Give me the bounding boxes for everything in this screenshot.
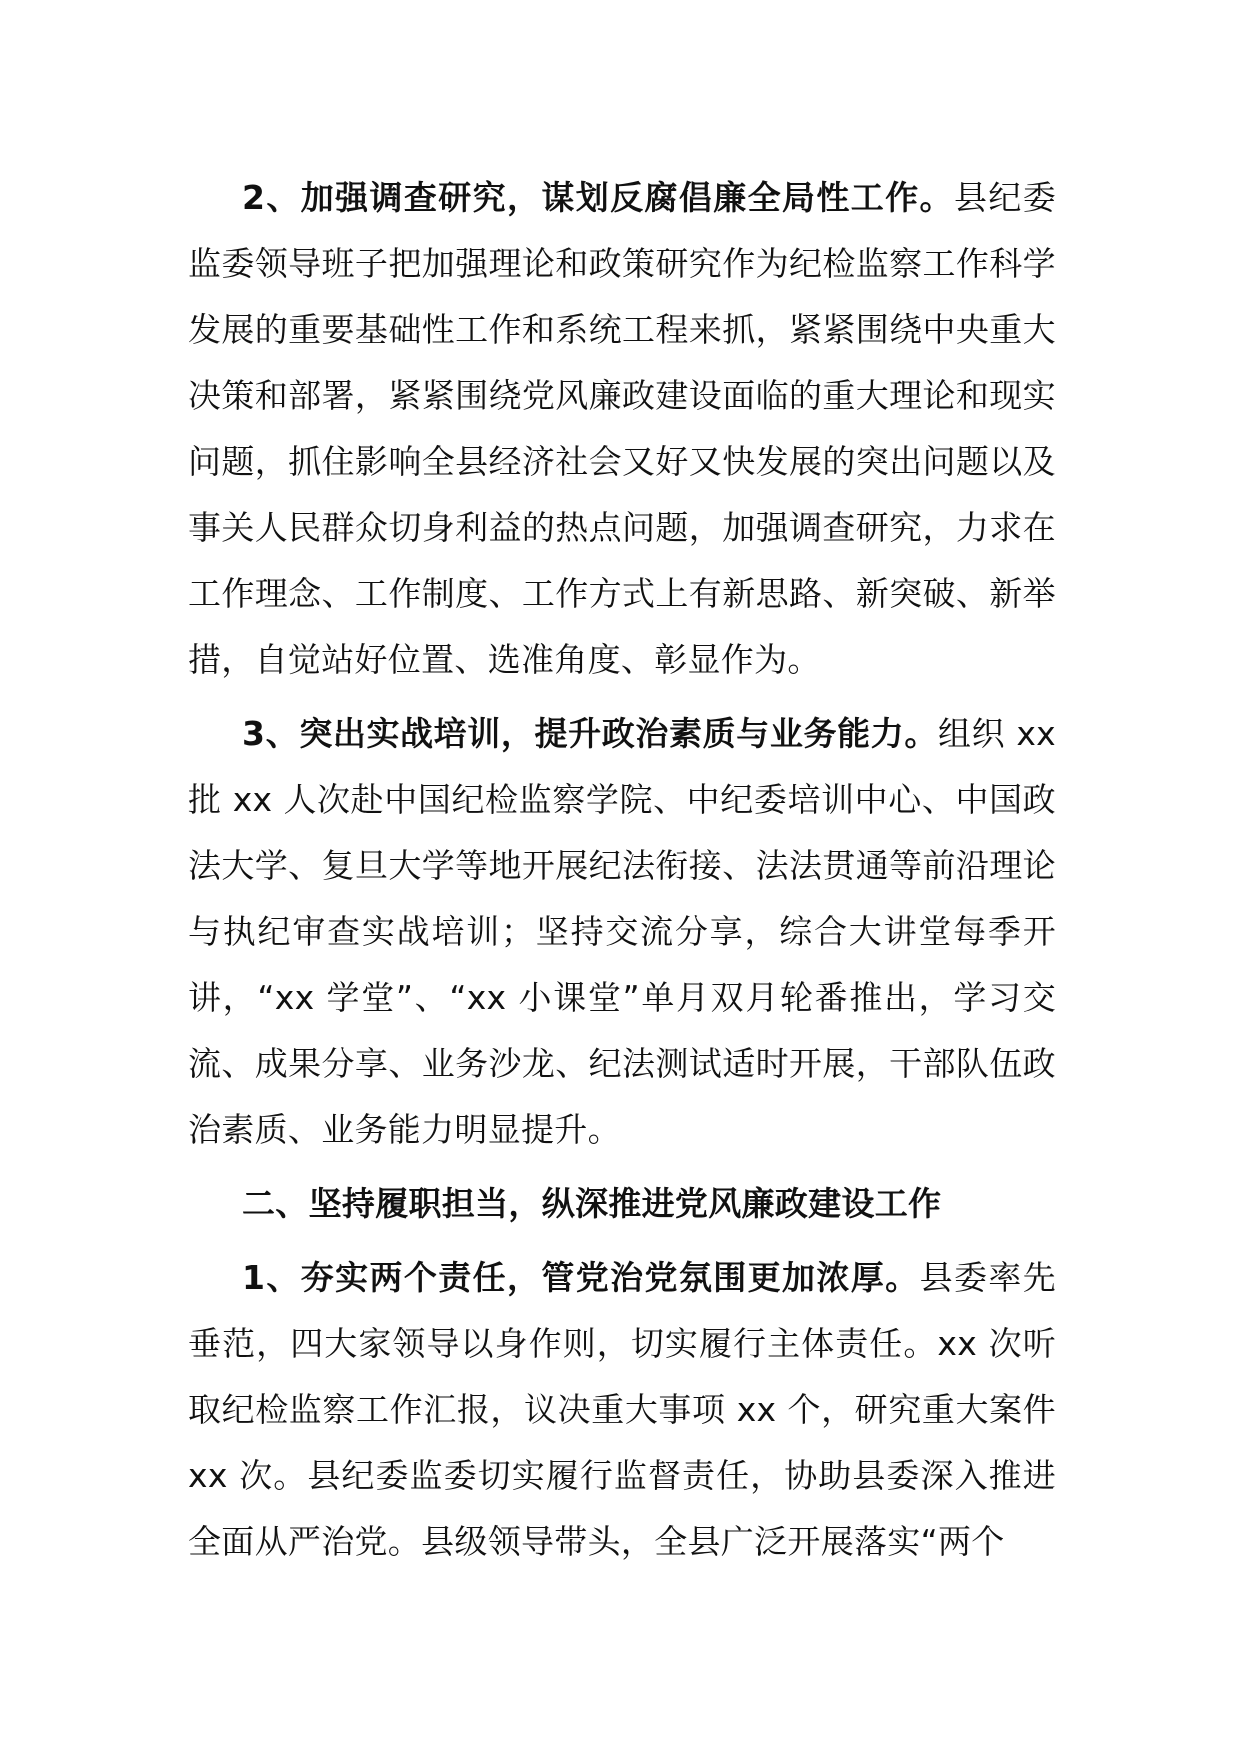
paragraph-lead: 1、夯实两个责任，管党治党氛围更加浓厚。 (242, 1258, 920, 1297)
paragraph-text: 组织 xx 批 xx 人次赴中国纪检监察学院、中纪委培训中心、中国政法大学、复旦大学等地开展纪法衔接、法法贯通等前沿理论与执纪审查实战培训；坚持交流分享，综合大讲堂每季开讲，“xx 学堂”、“xx 小课堂”单月双月轮番推出，学习交流、成果分享、业务沙龙、纪法测试适时开展，干部队伍政治素质、业务能力明显提升。 (188, 714, 1056, 1149)
paragraph-lead: 3、突出实战培训，提升政治素质与业务能力。 (242, 714, 938, 753)
paragraph-lead: 2、加强调查研究，谋划反腐倡廉全局性工作。 (242, 178, 954, 217)
paragraph-responsibility (188, 1245, 1056, 1575)
paragraph-text: 县纪委监委领导班子把加强理论和政策研究作为纪检监察工作科学发展的重要基础性工作和系统工程来抓，紧紧围绕中央重大决策和部署，紧紧围绕党风廉政建设面临的重大理论和现实问题，抓住影响全县经济社会又好又快发展的突出问题以及事关人民群众切身利益的热点问题，加强调查研究，力求在工作理念、工作制度、工作方式上有新思路、新突破、新举措，自觉站好位置、选准角度、彰显作为。 (188, 178, 1056, 679)
paragraph-training (188, 701, 1056, 1163)
paragraph-research (188, 165, 1056, 693)
paragraph-text: 县委率先垂范，四大家领导以身作则，切实履行主体责任。xx 次听取纪检监察工作汇报，议决重大事项 xx 个，研究重大案件 xx 次。县纪委监委切实履行监督责任，协助县委深入推进全面从严治党。县级领导带头，全县广泛开展落实“两个 (188, 1258, 1057, 1561)
section-heading: 二、坚持履职担当，纵深推进党风廉政建设工作 (242, 1184, 942, 1223)
document-body (188, 165, 1056, 1583)
